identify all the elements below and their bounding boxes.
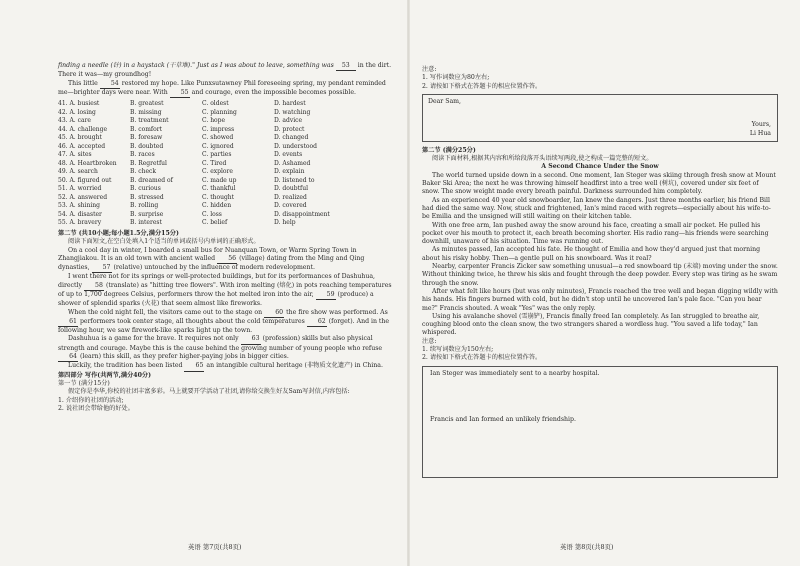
writing-point: 1. 介绍你的社团的活动;	[58, 396, 124, 404]
continuation-answer-box[interactable]	[422, 366, 778, 478]
option-choice: C. thankful	[202, 185, 236, 193]
text-line: in	[357, 62, 364, 69]
paragraph-starter-1: Ian Steger was immediately sent to a nearby hospital.	[430, 369, 600, 377]
option-choice: D. explain	[274, 168, 305, 176]
option-choice: B. doubted	[130, 142, 164, 150]
section-heading: 第二节 (共10小题;每小题1.5分,满分15分)	[58, 229, 179, 237]
blank-65[interactable]: 65	[184, 362, 204, 371]
option-choice: D. listened to	[274, 176, 315, 184]
right-page	[410, 0, 800, 566]
story-paragraph: As an experienced 40 year old snowboarder, Ian knew the dangers. Just three months earlier, his friend Bill had died the same way. Now, stuck and frightened, Ian's mind raced with regrets—especially about his wife-to-be Emilia and the unsigned will still waiting on their kitchen table.	[422, 196, 771, 221]
option-choice: B. treatment	[130, 117, 169, 125]
text-span: (learn) this skill, as they prefer higher-paying jobs in bigger cities.	[79, 353, 289, 361]
text-span: (forget). And in the following hour, we saw firework-like sparks light up the town.	[58, 317, 390, 335]
section-instructions: 阅读下面材料,根据其内容和所给段落开头语续写两段,使之构成一篇完整的短文。	[432, 155, 653, 163]
option-choice: 51. A. worried	[58, 185, 102, 193]
option-choice: D. covered	[274, 202, 307, 210]
note-item: 2. 请按如下格式在答题卡的相应位置作答。	[422, 82, 542, 90]
text-span: (translate) as "hitting tree flowers". With iron melting (熔化) in pots reaching temperatures of up to 1,700 degrees Celsius, performers throw the hot melted iron into the air,	[58, 281, 392, 298]
letter-signature: Li Hua	[749, 129, 771, 137]
part-heading: 第四部分 写作(共两节,满分40分)	[58, 371, 152, 379]
text-span: I went there not for its springs or well-protected buildings, but for its performances of Dashuhua, directly	[58, 273, 376, 289]
story-paragraph: With one free arm, Ian pushed away the snow around his face, creating a small air pocket. He pulled his pocket over his mouth to protect it, each breath becoming shorter. His radio rang—his friends were searching downhill, unaware of his situation. Time was running out.	[422, 221, 769, 246]
text-span: performers took center stage, all thoughts about the cold temperatures	[79, 317, 305, 325]
section-heading: 第一节 (满分15分)	[58, 379, 110, 387]
option-choice: 44. A. challenge	[58, 125, 108, 133]
page-footer: 英语 第8页(共8页)	[560, 543, 614, 552]
option-choice: C. belief	[202, 219, 228, 227]
option-choice: D. help	[274, 219, 296, 227]
option-choice: D. understood	[274, 142, 317, 150]
text-span: On a cool day in winter, I boarded a small bus for Nuanquan Town, or Warm Spring Town in Zhangjiakou. It is an old town with ancient walled	[58, 246, 357, 262]
page-footer: 英语 第7页(共8页)	[188, 543, 242, 552]
option-choice: D. hardest	[274, 100, 306, 108]
letter-signoff	[750, 121, 771, 138]
text-span: the fire show was performed. As	[286, 308, 388, 316]
option-choice: B. races	[130, 151, 155, 159]
option-choice: B. check	[130, 168, 156, 176]
blank-54[interactable]: 54	[100, 80, 120, 89]
option-choice: B. stressed	[130, 193, 164, 201]
option-choice: C. parties	[202, 151, 232, 159]
option-choice: C. thought	[202, 193, 235, 201]
story-paragraph: After what felt like hours (but was only minutes), Francis reached the tree well and began digging wildly with his hands. His fingers burned with cold, but he didn't stop until he uncovered Ian's pale face. "Can you hear me?" Francis shouted. A weak "Yes" was the only reply.	[422, 287, 778, 312]
option-choice: C. loss	[202, 210, 222, 218]
option-choice: 49. A. search	[58, 168, 98, 176]
option-choice: B. foresaw	[130, 134, 163, 142]
paragraph-starter-2: Francis and Ian formed an unlikely friendship.	[430, 415, 576, 423]
blank-64[interactable]: 64	[58, 353, 78, 362]
text-line: the dirt. There it was—my groundhog!	[58, 62, 392, 79]
option-choice: D. disappointment	[274, 210, 330, 218]
option-choice: 43. A. care	[58, 117, 91, 125]
blank-63[interactable]: 63	[241, 335, 261, 344]
option-choice: D. events	[274, 151, 303, 159]
option-choice: C. showed	[202, 134, 234, 142]
text-line: finding a needle (针) in a haystack (干草堆)." Just as I was about to leave, something was	[58, 62, 334, 69]
letter-closing: Yours,	[751, 121, 771, 129]
option-choice: 45. A. brought	[58, 134, 102, 142]
option-choice: 52. A. answered	[58, 193, 108, 201]
blank-59[interactable]: 59	[316, 291, 336, 300]
option-choice: B. interest	[130, 219, 162, 227]
passage-paragraph	[58, 309, 394, 336]
text-span: Luckily, the tradition has been listed	[68, 362, 183, 370]
option-choice: D. changed	[274, 134, 309, 142]
blank-57[interactable]: 57	[92, 264, 112, 273]
option-choice: B. curious	[130, 185, 161, 193]
option-choice: 41. A. busiest	[58, 100, 100, 108]
option-choice: B. rolling	[130, 202, 159, 210]
option-choice: D. protect	[274, 125, 305, 133]
option-choice: D. realized	[274, 193, 307, 201]
option-choice: B. missing	[130, 108, 162, 116]
option-choice: 46. A. accepted	[58, 142, 106, 150]
blank-60[interactable]: 60	[264, 309, 284, 318]
option-choice: C. made up	[202, 176, 237, 184]
option-choice: D. Ashamed	[274, 159, 311, 167]
passage-paragraph	[58, 335, 394, 362]
passage-paragraph	[58, 362, 394, 371]
notes-title: 注意:	[422, 337, 437, 345]
story-title: A Second Chance Under the Snow	[541, 163, 659, 171]
passage-paragraph	[58, 247, 394, 274]
option-choice: B. dreamed of	[130, 176, 173, 184]
note-item: 1. 续写词数应为150左右;	[422, 346, 494, 354]
option-choice: B. Regretful	[130, 159, 167, 167]
option-choice: C. impress	[202, 125, 235, 133]
blank-56[interactable]: 56	[217, 255, 237, 264]
letter-answer-box[interactable]	[422, 94, 778, 142]
text-span: When the cold night fell, the visitors came out to the stage on	[68, 308, 263, 316]
passage-continuation	[58, 62, 394, 80]
blank-53[interactable]: 53	[336, 62, 356, 71]
blank-61[interactable]: 61	[58, 318, 78, 327]
story-body	[422, 172, 778, 338]
text-span: restored my hope. Like Punxsutawney Phil foreseeing spring, my pendant reminded me—brighter days were near. With	[58, 79, 386, 96]
text-span: an intangible cultural heritage (非物质文化遗产) in China.	[206, 362, 383, 370]
section-instructions: 阅读下面短文,在空白处填入1个适当的单词或括号内单词的正确形式。	[68, 238, 260, 246]
option-choice: D. advice	[274, 117, 303, 125]
blank-55[interactable]: 55	[170, 89, 190, 98]
story-paragraph: Using his avalanche shovel (雪崩铲), Francis finally freed Ian completely. As Ian struggled to breathe air, coughing blood onto the clean snow, the two strangers shared a wordless hug. "You saved a life today," Ian whispered.	[422, 312, 760, 337]
letter-salutation: Dear Sam,	[428, 97, 461, 105]
option-choice: 47. A. sites	[58, 151, 92, 159]
answer-options-grid	[58, 100, 394, 228]
option-choice: C. ignored	[202, 142, 234, 150]
option-choice: B. greatest	[130, 100, 164, 108]
text-span: (relative) untouched by the influence of modern redevelopment.	[113, 264, 315, 272]
story-paragraph: Nearby, carpenter Francis Zicker saw something unusual—a red snowboard tip (末端) moving under the snow. Without thinking twice, he threw his skis and fought through the deep powder. Every step was tiring as he swam through the snow.	[422, 263, 778, 287]
note-item: 2. 请按如下格式在答题卡的相应位置作答。	[422, 354, 542, 362]
option-choice: 48. A. Heartbroken	[58, 159, 117, 167]
section-heading: 第二节 (满分25分)	[422, 146, 476, 154]
section-instructions: 假定你是李华,你校的社团丰富多彩。马上就要开学活动了社团,请你给交换生好友Sam写封信,内容包括:	[68, 388, 350, 396]
blank-58[interactable]: 58	[84, 282, 104, 291]
story-paragraph: As minutes passed, Ian accepted his fate. He thought of Emilia and how they'd argued just that morning about his risky hobby. Then—a gentle pull on his snowboard. Was it real?	[422, 246, 761, 262]
text-span: and courage, even the impossible becomes possible.	[191, 88, 357, 96]
passage-paragraph	[58, 80, 394, 99]
passage-paragraph	[58, 273, 394, 308]
option-choice: 42. A. losing	[58, 108, 96, 116]
note-item: 1. 写作词数应为80左右;	[422, 74, 490, 82]
option-choice: C. explore	[202, 168, 233, 176]
story-paragraph: The world turned upside down in a second. One moment, Ian Steger was skiing through fresh snow at Mount Baker Ski Area; the next he was throwing himself headfirst into a tree well (树坑), covered under six feet of snow. The snow weight made every breath painful. Darkness surrounded him completely.	[422, 171, 776, 196]
option-choice: 50. A. figured out	[58, 176, 112, 184]
option-choice: C. Tired	[202, 159, 227, 167]
option-choice: C. oldest	[202, 100, 229, 108]
notes-title: 注意:	[422, 66, 437, 73]
text-span: Dashuhua is a game for the brave. It requires not only	[68, 335, 239, 343]
option-choice: 53. A. shining	[58, 202, 100, 210]
text-span: (produce) a shower of splendid sparks (火花) that seem almost like fireworks.	[58, 291, 374, 308]
text-span: (village) dating from the Ming and Qing dynasties,	[58, 254, 365, 272]
blank-62[interactable]: 62	[307, 318, 327, 327]
text-span: (profession) skills but also physical strength and courage. Maybe this is the cause behind the growing number of young people who refuse	[58, 335, 383, 352]
text-span: This little	[68, 79, 98, 87]
option-choice: B. comfort	[130, 125, 162, 133]
option-choice: D. doubtful	[274, 185, 308, 193]
option-choice: 54. A. disaster	[58, 210, 102, 218]
option-choice: D. watching	[274, 108, 311, 116]
writing-point: 2. 说社团会带给他的好处。	[58, 404, 134, 412]
option-choice: C. hope	[202, 117, 226, 125]
option-choice: C. hidden	[202, 202, 232, 210]
option-choice: B. surprise	[130, 210, 164, 218]
option-choice: C. planning	[202, 108, 237, 116]
option-choice: 55. A. bravery	[58, 219, 102, 227]
